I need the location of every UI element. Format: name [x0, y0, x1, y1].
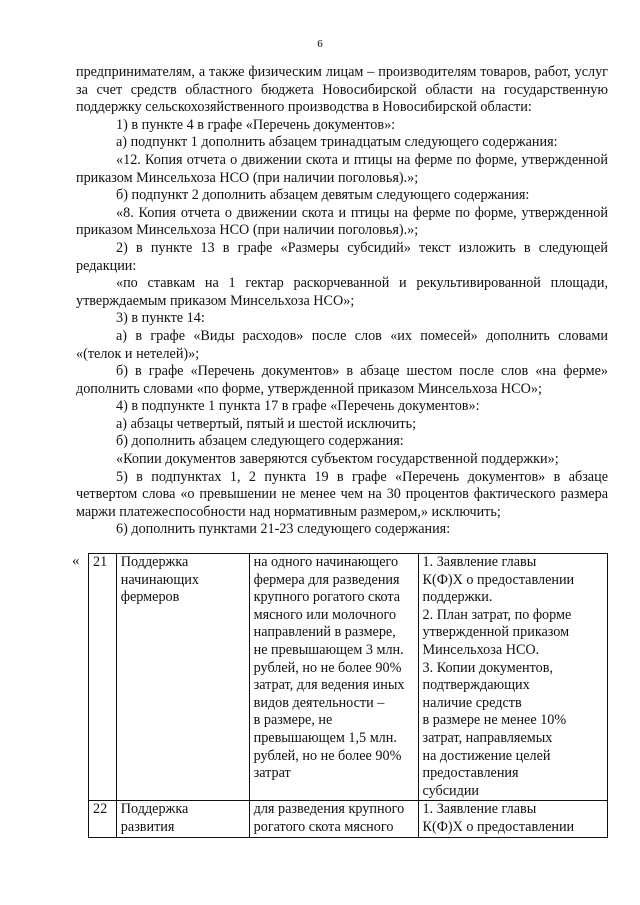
paragraph: а) в графе «Виды расходов» после слов «их помесей» дополнить словами «(телок и нетелей)»; [76, 327, 608, 362]
paragraph: б) подпункт 2 дополнить абзацем девятым следующего содержания: [116, 187, 530, 204]
table-row [89, 554, 608, 801]
cell-text-line: в размере, не [253, 712, 333, 729]
paragraph: предпринимателям, а также физическим лицам – производителям товаров, работ, услуг за счет средств областного бюджета Новосибирской области на государственную поддержку сельскохозяйственного производства в Новосибирской области: [76, 64, 608, 116]
cell-text-line: начинающих [120, 571, 199, 588]
cell-text-line: К(Ф)Х о предоставлении [422, 571, 575, 588]
paragraph: 4) в подпункте 1 пункта 17 в графе «Перечень документов»: [116, 398, 480, 415]
cell-text-line: затрат [253, 765, 291, 782]
cell-text-line: на достижение целей [422, 747, 551, 764]
paragraph: «Копии документов заверяются субъектом государственной поддержки»; [116, 451, 559, 468]
cell-text-line: утвержденной приказом [422, 624, 570, 641]
table-row [89, 801, 608, 837]
documents-cell [418, 801, 608, 837]
cell-text-line: Поддержка [120, 554, 189, 570]
cell-text-line: развития [120, 818, 175, 835]
cell-text-line: рублей, но не более 90% [253, 659, 402, 676]
cell-text-line: мясного или молочного [253, 606, 397, 623]
cell-text-line: фермеров [120, 589, 180, 606]
cell-text-line: фермера для разведения [253, 571, 400, 588]
cell-text-line: поддержки. [422, 589, 493, 606]
paragraph: «по ставкам на 1 гектар раскорчеванной и рекультивированной площади, утверждаемым приказом Минсельхоза НСО»; [76, 275, 608, 309]
paragraph: 2) в пункте 13 в графе «Размеры субсидий» текст изложить в следующей редакции: [76, 239, 608, 274]
cell-text-line: К(Ф)Х о предоставлении [422, 818, 575, 835]
cell-text-line: на одного начинающего [253, 554, 399, 570]
support-name-cell [116, 801, 249, 837]
cell-text-line: затрат, для ведения иных [253, 677, 405, 694]
paragraph: 3) в пункте 14: [116, 310, 205, 327]
cell-text-line: подтверждающих [422, 677, 530, 694]
cell-text-line: 3. Копии документов, [422, 659, 553, 676]
body-text [76, 64, 608, 539]
paragraph: а) подпункт 1 дополнить абзацем тринадцатым следующего содержания: [116, 134, 558, 151]
paragraph: б) дополнить абзацем следующего содержания: [116, 433, 404, 450]
cell-text-line: для разведения крупного [253, 801, 405, 818]
cell-text-line: в размере не менее 10% [422, 712, 567, 729]
paragraph: 5) в подпунктах 1, 2 пункта 19 в графе «Перечень документов» в абзаце четвертом слова «о превышении не менее чем на 30 процентов фактического размера маржи платежеспособности над нормативным размером,» исключить; [76, 468, 608, 520]
documents-cell [418, 554, 608, 801]
page-number: 6 [317, 38, 323, 50]
row-number: 21 [89, 554, 117, 801]
paragraph: 6) дополнить пунктами 21-23 следующего содержания: [116, 521, 451, 538]
cell-text-line: предоставления [422, 765, 519, 782]
paragraph: 1) в пункте 4 в графе «Перечень документов»: [116, 116, 396, 133]
opening-quote: « [72, 553, 80, 569]
paragraph: «8. Копия отчета о движении скота и птицы на ферме по форме, утвержденной приказом Минсельхоза НСО (при наличии поголовья).»; [76, 204, 608, 239]
cell-text-line: наличие средств [422, 694, 522, 711]
support-name-cell [116, 554, 249, 801]
cell-text-line: 2. План затрат, по форме [422, 606, 572, 623]
cell-text-line: направлений в размере, [253, 624, 396, 641]
paragraph: а) абзацы четвертый, пятый и шестой исключить; [116, 415, 417, 432]
cell-text-line: Поддержка [120, 801, 189, 818]
cell-text-line: крупного рогатого скота [253, 589, 401, 606]
subsidy-size-cell [249, 554, 418, 801]
subsidy-size-cell [249, 801, 418, 837]
paragraph: «12. Копия отчета о движении скота и птицы на ферме по форме, утвержденной приказом Минсельхоза НСО (при наличии поголовья).»; [76, 151, 608, 186]
row-number: 22 [89, 801, 117, 837]
subsidy-table [88, 553, 608, 838]
cell-text-line: Минсельхоза НСО. [422, 641, 540, 658]
cell-text-line: субсидии [422, 782, 480, 799]
cell-text-line: не превышающем 3 млн. [253, 641, 404, 658]
cell-text-line: рублей, но не более 90% [253, 747, 402, 764]
paragraph: б) в графе «Перечень документов» в абзаце шестом после слов «на ферме» дополнить словами «по форме, утвержденной приказом Минсельхоза НСО»; [76, 363, 608, 397]
cell-text-line: превышающем 1,5 млн. [253, 729, 397, 746]
cell-text-line: рогатого скота мясного [253, 818, 394, 835]
cell-text-line: видов деятельности – [253, 694, 385, 711]
cell-text-line: 1. Заявление главы [422, 554, 537, 570]
cell-text-line: затрат, направляемых [422, 729, 553, 746]
cell-text-line: 1. Заявление главы [422, 801, 537, 818]
